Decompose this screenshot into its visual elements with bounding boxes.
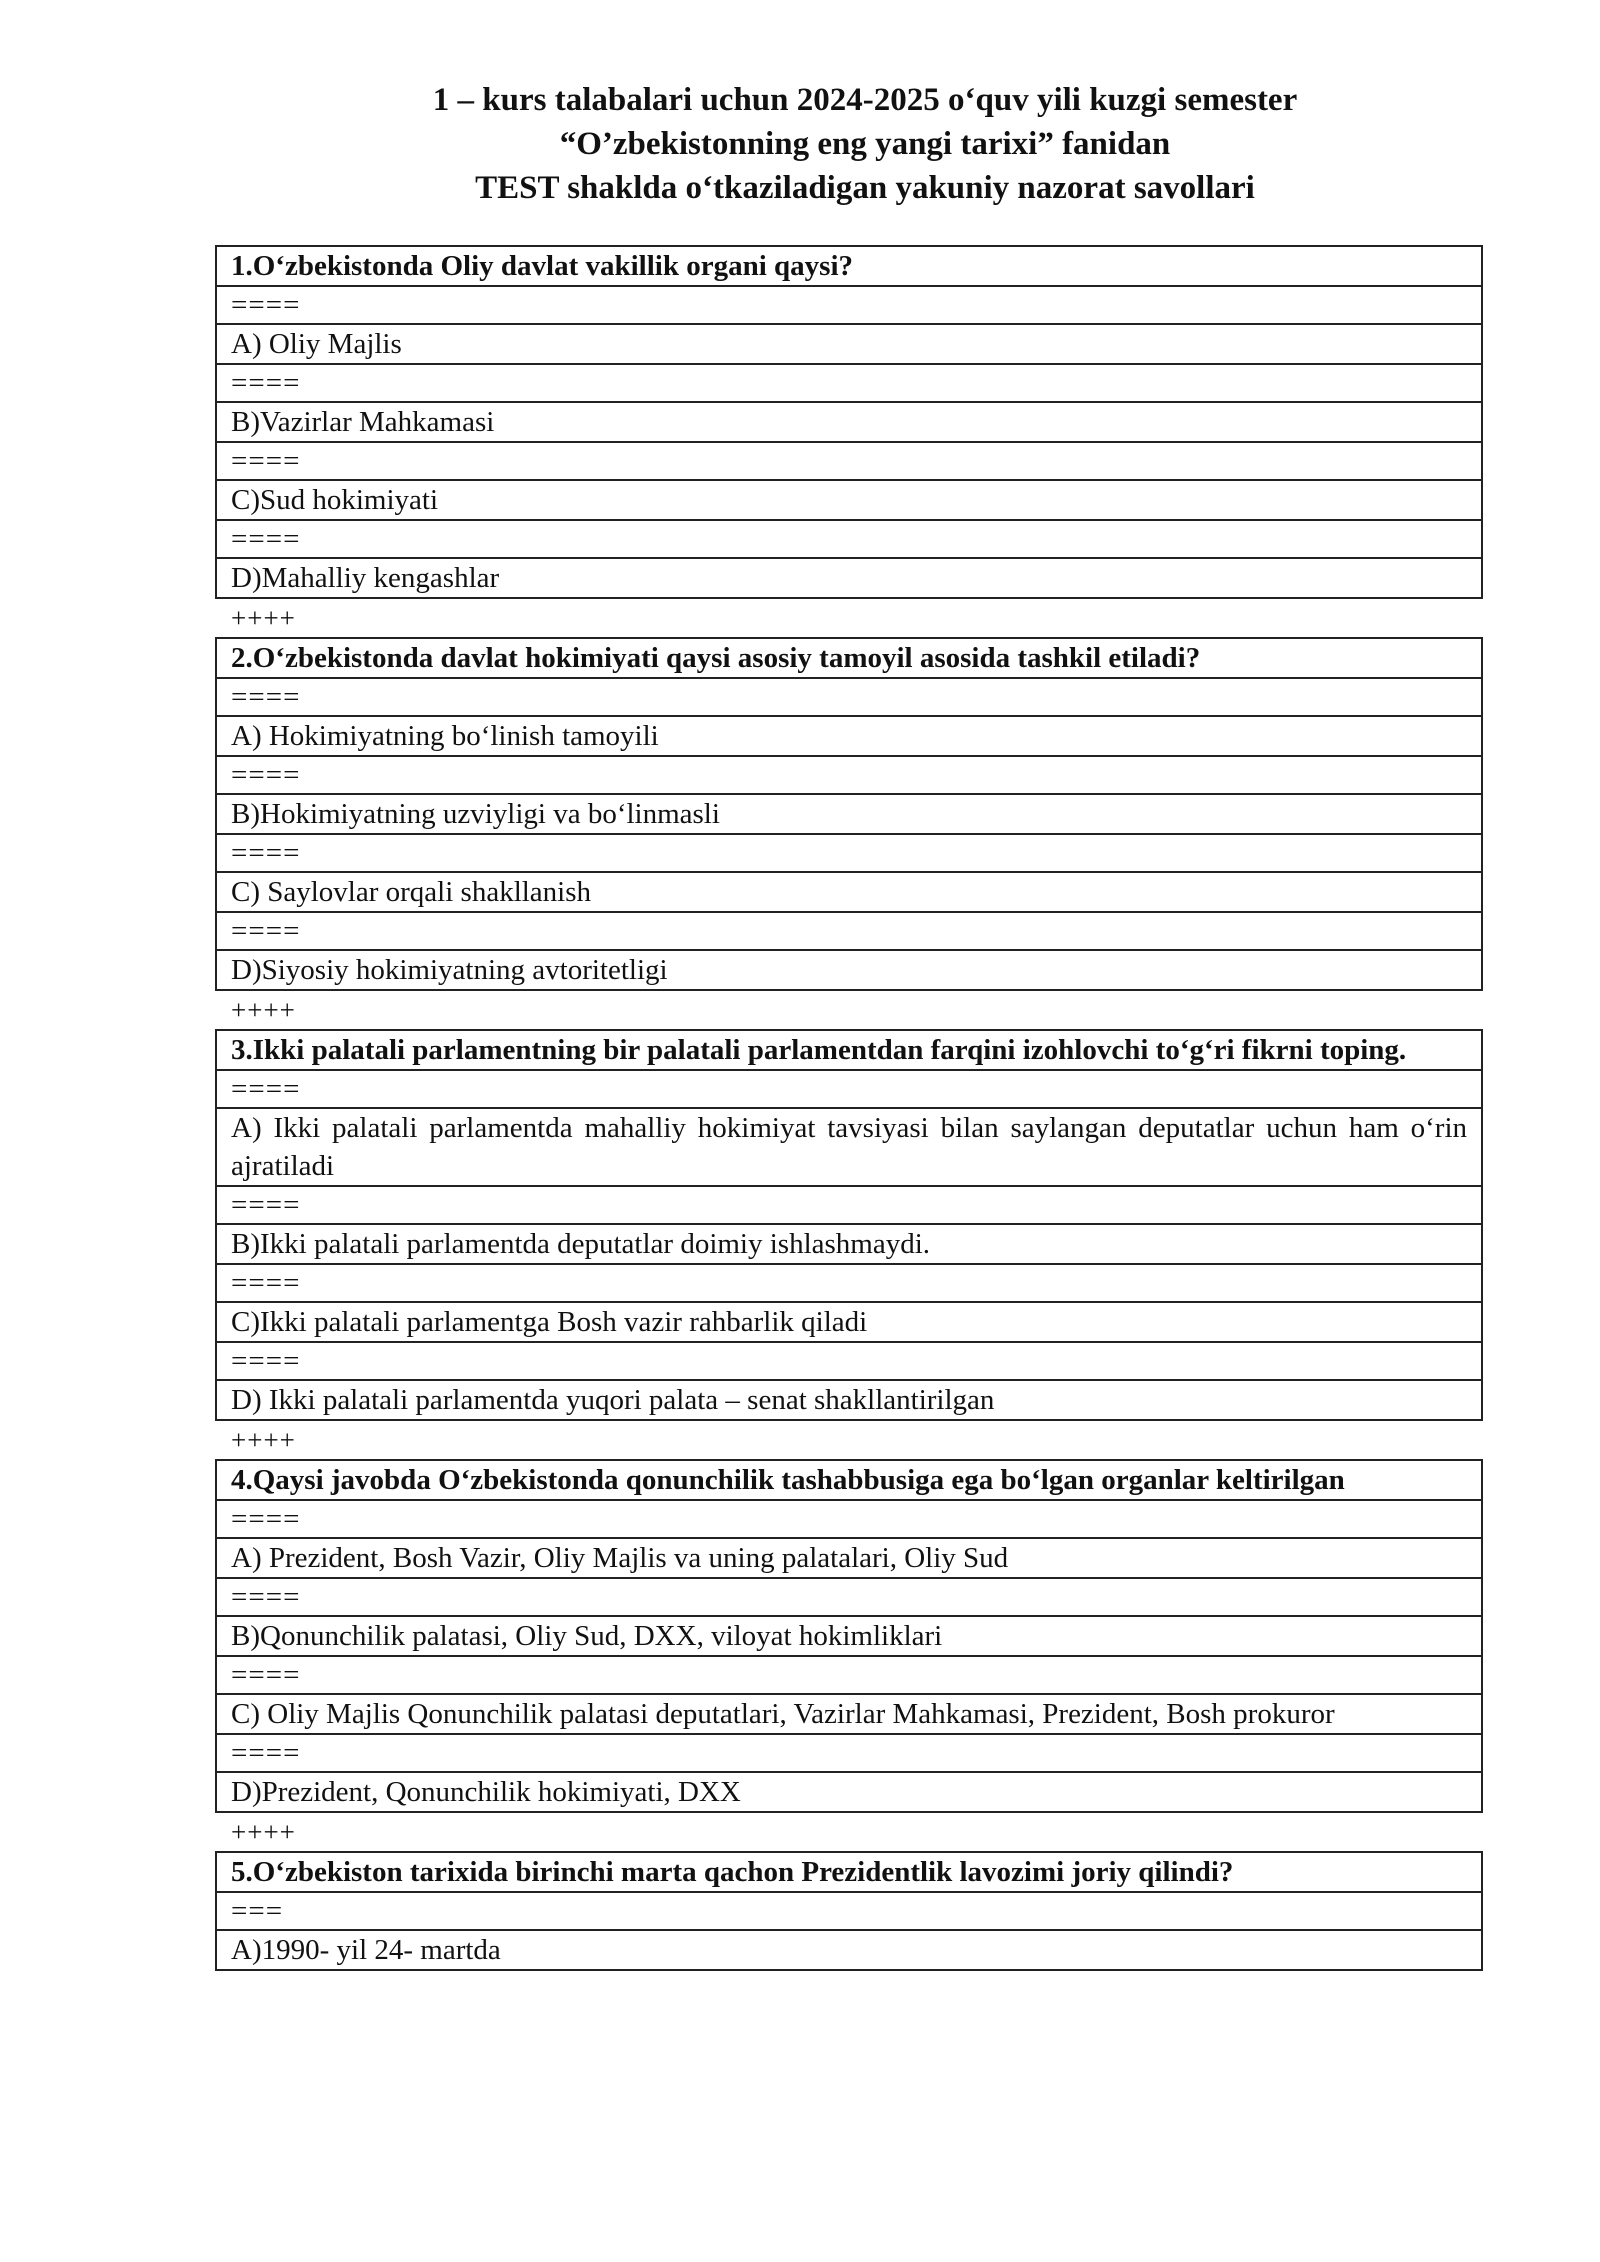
option-separator: ==== (217, 677, 1481, 715)
question-end-marker: ++++ (231, 995, 296, 1025)
option-separator: ==== (217, 1577, 1481, 1615)
question-block (215, 637, 1483, 991)
answer-option-b: B)Ikki palatali parlamentda deputatlar doimiy ishlashmaydi. (217, 1223, 1481, 1263)
question-block (215, 1851, 1483, 1971)
question-text: 1.O‘zbekistonda Oliy davlat vakillik organi qaysi? (231, 250, 853, 282)
answer-option-d: D)Prezident, Qonunchilik hokimiyati, DXX (217, 1771, 1481, 1811)
option-separator: ==== (217, 911, 1481, 949)
answer-option-d: D)Mahalliy kengashlar (217, 557, 1481, 597)
question-end-marker: ++++ (231, 1817, 296, 1847)
answer-option-d: D)Siyosiy hokimiyatning avtoritetligi (217, 949, 1481, 989)
answer-option-c: C) Oliy Majlis Qonunchilik palatasi deputatlari, Vazirlar Mahkamasi, Prezident, Bosh prokuror (217, 1693, 1481, 1733)
option-separator: ==== (217, 833, 1481, 871)
question-block (215, 1029, 1483, 1421)
answer-option-a: A) Hokimiyatning bo‘linish tamoyili (217, 715, 1481, 755)
question-end-marker: ++++ (231, 1425, 296, 1455)
option-separator: ==== (217, 1263, 1481, 1301)
answer-option-a: A)1990- yil 24- martda (217, 1929, 1481, 1969)
answer-option-b: B)Hokimiyatning uzviyligi va bo‘linmasli (217, 793, 1481, 833)
option-separator: ==== (217, 363, 1481, 401)
option-separator: ==== (217, 1185, 1481, 1223)
title-line-test: TEST shaklda o‘tkaziladigan yakuniy nazorat savollari (475, 170, 1255, 206)
answer-option-a: A) Oliy Majlis (217, 323, 1481, 363)
question-list (215, 245, 1483, 1971)
question-block (215, 1459, 1483, 1813)
option-separator: ==== (217, 1341, 1481, 1379)
option-separator: ==== (217, 755, 1481, 793)
answer-option-c: C)Sud hokimiyati (217, 479, 1481, 519)
option-separator: ==== (217, 1655, 1481, 1693)
option-separator: ==== (217, 1733, 1481, 1771)
question-text: 4.Qaysi javobda O‘zbekistonda qonunchilik tashabbusiga ega bo‘lgan organlar keltirilgan (231, 1464, 1345, 1496)
question-block (215, 245, 1483, 599)
option-separator: === (217, 1891, 1481, 1929)
option-separator: ==== (217, 519, 1481, 557)
option-separator: ==== (217, 441, 1481, 479)
answer-option-a: A) Prezident, Bosh Vazir, Oliy Majlis va uning palatalari, Oliy Sud (217, 1537, 1481, 1577)
question-text: 3.Ikki palatali parlamentning bir palatali parlamentdan farqini izohlovchi to‘g‘ri fikrni toping. (231, 1034, 1407, 1066)
option-separator: ==== (217, 1499, 1481, 1537)
title-line-course: 1 – kurs talabalari uchun 2024-2025 o‘quv yili kuzgi semester (432, 82, 1298, 118)
question-end-marker: ++++ (231, 603, 296, 633)
question-text: 2.O‘zbekistonda davlat hokimiyati qaysi asosiy tamoyil asosida tashkil etiladi? (231, 642, 1201, 674)
answer-option-d: D) Ikki palatali parlamentda yuqori palata – senat shakllantirilgan (217, 1379, 1481, 1419)
answer-option-c: C)Ikki palatali parlamentga Bosh vazir rahbarlik qiladi (217, 1301, 1481, 1341)
answer-option-b: B)Qonunchilik palatasi, Oliy Sud, DXX, viloyat hokimliklari (217, 1615, 1481, 1655)
question-text: 5.O‘zbekiston tarixida birinchi marta qachon Prezidentlik lavozimi joriy qilindi? (231, 1856, 1234, 1888)
option-separator: ==== (217, 1069, 1481, 1107)
title-line-subject: “O’zbekistonning eng yangi tarixi” fanidan (559, 126, 1171, 162)
answer-option-b: B)Vazirlar Mahkamasi (217, 401, 1481, 441)
answer-option-c: C) Saylovlar orqali shakllanish (217, 871, 1481, 911)
answer-option-a: A) Ikki palatali parlamentda mahalliy hokimiyat tavsiyasi bilan saylangan deputatlar uchun ham o‘rin ajratiladi (217, 1107, 1481, 1185)
page-title (215, 78, 1515, 210)
option-separator: ==== (217, 285, 1481, 323)
